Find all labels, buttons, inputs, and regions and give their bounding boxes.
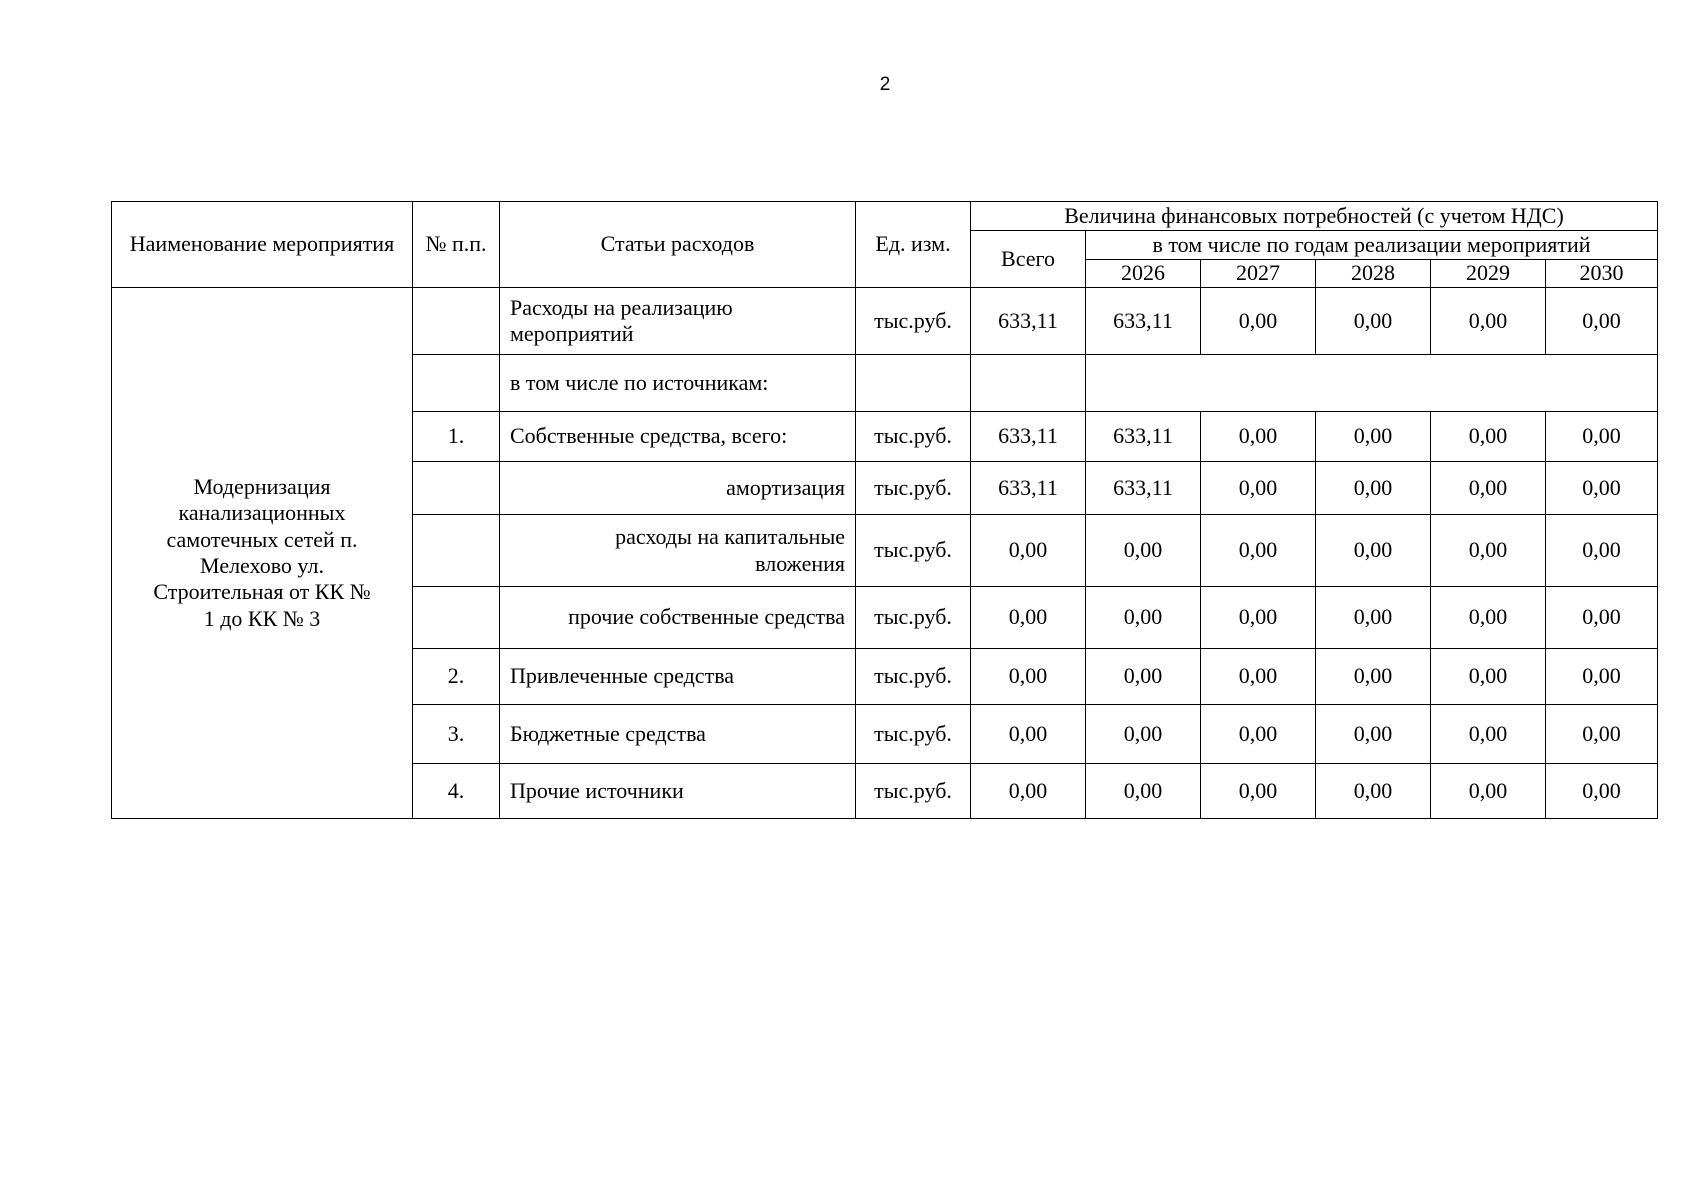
year-values-empty [1086,355,1658,412]
year-value-cell: 633,11 [1086,462,1201,515]
year-value-cell: 0,00 [1431,462,1546,515]
expense-item: Бюджетные средства [500,705,856,764]
year-value-cell: 0,00 [1546,649,1658,705]
year-value-cell: 0,00 [1316,462,1431,515]
total-cell: 0,00 [971,515,1086,587]
year-value-cell: 0,00 [1431,412,1546,462]
year-value-cell: 0,00 [1431,587,1546,649]
header-year: 2030 [1546,260,1658,288]
total-cell: 0,00 [971,649,1086,705]
header-year: 2027 [1201,260,1316,288]
total-cell: 633,11 [971,412,1086,462]
row-number: 4. [413,764,500,819]
unit-cell [856,355,971,412]
year-value-cell: 0,00 [1316,515,1431,587]
header-by-years: в том числе по годам реализации мероприятий [1086,231,1658,260]
expense-item: Привлеченные средства [500,649,856,705]
year-value-cell: 0,00 [1201,649,1316,705]
unit-cell: тыс.руб. [856,705,971,764]
total-cell: 0,00 [971,764,1086,819]
year-value-cell: 0,00 [1546,764,1658,819]
expense-item [500,515,856,587]
header-total: Всего [971,231,1086,288]
year-value-cell: 0,00 [1431,649,1546,705]
year-value-cell: 0,00 [1201,412,1316,462]
total-cell: 633,11 [971,288,1086,355]
header-expense-items: Статьи расходов [500,202,856,288]
header-year: 2029 [1431,260,1546,288]
year-value-cell: 0,00 [1316,649,1431,705]
expense-item: Прочие источники [500,764,856,819]
year-value-cell: 0,00 [1086,764,1201,819]
year-value-cell: 0,00 [1316,705,1431,764]
year-value-cell: 0,00 [1431,515,1546,587]
year-value-cell: 0,00 [1431,288,1546,355]
year-value-cell: 0,00 [1201,587,1316,649]
year-value-cell: 0,00 [1316,288,1431,355]
header-number: № п.п. [413,202,500,288]
row-number [413,355,500,412]
year-value-cell: 0,00 [1316,412,1431,462]
expense-item: Расходы на реализацию мероприятий [500,288,856,355]
total-cell: 633,11 [971,462,1086,515]
year-value-cell: 633,11 [1086,288,1201,355]
unit-cell: тыс.руб. [856,288,971,355]
year-value-cell: 0,00 [1086,587,1201,649]
row-number [413,587,500,649]
financial-needs-table [111,201,1658,819]
year-value-cell: 633,11 [1086,412,1201,462]
year-value-cell: 0,00 [1431,764,1546,819]
year-value-cell: 0,00 [1201,288,1316,355]
header-financial-needs: Величина финансовых потребностей (с учетом НДС) [971,202,1658,231]
year-value-cell: 0,00 [1316,764,1431,819]
unit-cell: тыс.руб. [856,462,971,515]
unit-cell: тыс.руб. [856,412,971,462]
year-value-cell: 0,00 [1546,462,1658,515]
expense-item: Собственные средства, всего: [500,412,856,462]
table-row [112,288,1658,355]
expense-item: в том числе по источникам: [500,355,856,412]
row-number: 1. [413,412,500,462]
year-value-cell: 0,00 [1201,705,1316,764]
total-cell: 0,00 [971,705,1086,764]
year-value-cell: 0,00 [1086,515,1201,587]
year-value-cell: 0,00 [1546,587,1658,649]
year-value-cell: 0,00 [1316,587,1431,649]
total-cell [971,355,1086,412]
year-value-cell: 0,00 [1201,462,1316,515]
expense-item: амортизация [500,462,856,515]
header-year: 2026 [1086,260,1201,288]
unit-cell: тыс.руб. [856,764,971,819]
year-value-cell: 0,00 [1201,515,1316,587]
expense-item: прочие собственные средства [500,587,856,649]
row-number: 3. [413,705,500,764]
total-cell: 0,00 [971,587,1086,649]
unit-cell: тыс.руб. [856,649,971,705]
year-value-cell: 0,00 [1431,705,1546,764]
activity-name-cell [112,288,413,819]
row-number [413,288,500,355]
year-value-cell: 0,00 [1086,649,1201,705]
year-value-cell: 0,00 [1201,764,1316,819]
year-value-cell: 0,00 [1546,288,1658,355]
header-unit: Ед. изм. [856,202,971,288]
header-year: 2028 [1316,260,1431,288]
year-value-cell: 0,00 [1546,705,1658,764]
page-number: 2 [879,74,891,95]
row-number [413,462,500,515]
header-activity-name: Наименование мероприятия [112,202,413,288]
unit-cell: тыс.руб. [856,515,971,587]
expense-item-text: расходы на капитальные вложения [615,524,845,576]
row-number: 2. [413,649,500,705]
year-value-cell: 0,00 [1546,515,1658,587]
year-value-cell: 0,00 [1086,705,1201,764]
unit-cell: тыс.руб. [856,587,971,649]
activity-name: Модернизация канализационных самотечных сетей п. Мелехово ул. Строительная от КК № 1 до КК № 3 [153,473,371,631]
year-value-cell: 0,00 [1546,412,1658,462]
row-number [413,515,500,587]
